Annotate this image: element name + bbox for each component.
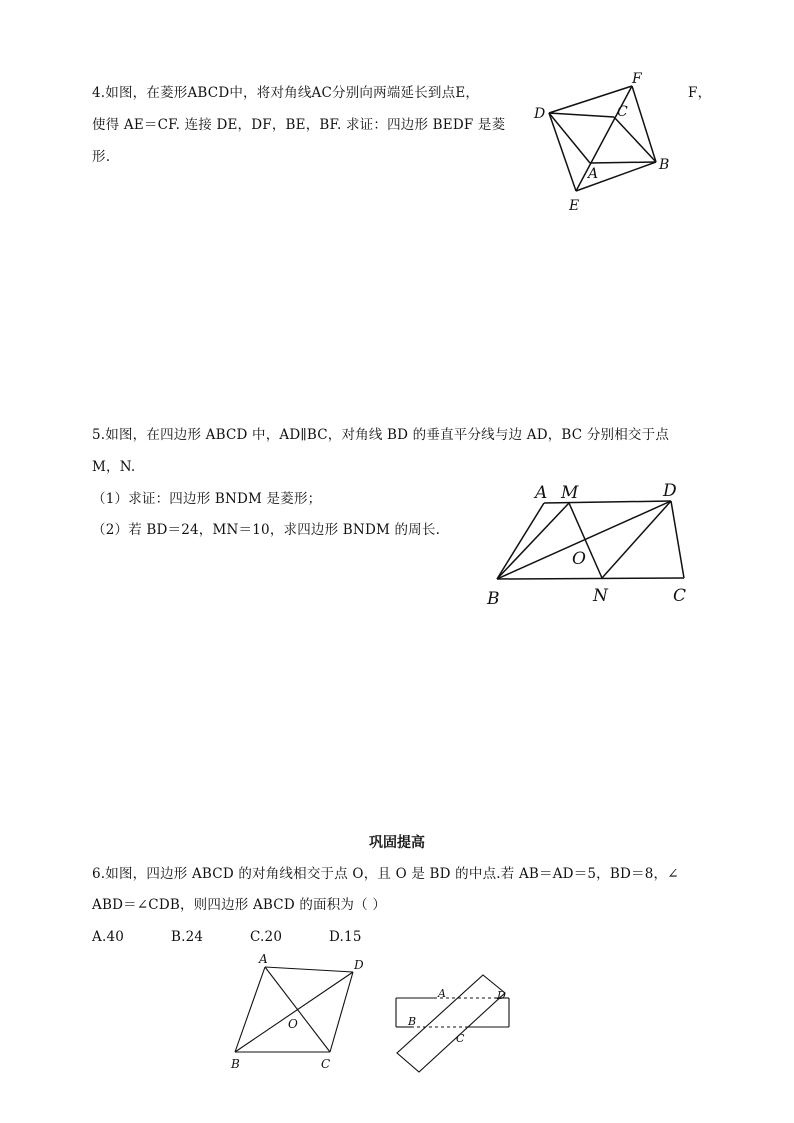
q6-label-C: C [321,1057,331,1071]
q4-label-F: F [632,71,642,87]
q5-label-D: D [663,481,677,501]
q4-line-2: 使得 AE＝CF. 连接 DE，DF，BE，BF. 求证：四边形 BEDF 是菱 [92,117,506,133]
q4-label-E: E [569,198,580,214]
q4-line-1: 4.如图，在菱形ABCD中，将对角线AC分别向两端延长到点E， [92,85,480,101]
q5-label-B: B [487,589,500,609]
q4-line-3: 形. [92,149,111,165]
q5-label-C: C [673,586,687,606]
q5-line-2: M，N. [92,459,136,475]
q6-label-A: A [259,952,268,966]
fig-right-label-D: D [497,989,506,1002]
q6-label-B: B [231,1057,240,1071]
q4-line-1-end: F， [688,85,712,101]
q5-label-M: M [561,483,579,503]
q4-label-C: C [617,104,628,120]
q6-option-c: C.20 [250,929,283,945]
section-title: 巩固提高 [369,835,425,851]
q4-label-D: D [534,106,546,122]
q6-line-2: ABD＝∠CDB，则四边形 ABCD 的面积为（ ） [92,897,387,913]
fig-right-label-A: A [438,987,446,1000]
q6-option-d: D.15 [329,929,362,945]
q5-label-N: N [593,586,608,606]
q4-label-B: B [659,157,670,173]
fig-right-label-C: C [456,1032,465,1045]
q5-part-2: （2）若 BD＝24，MN＝10，求四边形 BNDM 的周长. [92,522,441,538]
q5-label-O: O [572,549,586,569]
fig-right-label-B: B [408,1015,417,1028]
q6-option-b: B.24 [171,929,204,945]
q5-label-A: A [535,483,548,503]
q6-line-1: 6.如图，四边形 ABCD 的对角线相交于点 O，且 O 是 BD 的中点.若 AB＝AD＝5，BD＝8，∠ [92,866,679,882]
q4-label-A: A [588,166,599,182]
q6-label-O: O [288,1017,298,1031]
q5-line-1: 5.如图，在四边形 ABCD 中，AD∥BC，对角线 BD 的垂直平分线与边 AD，BC 分别相交于点 [92,427,670,443]
q6-label-D: D [354,958,364,972]
q6-option-a: A.40 [92,929,125,945]
q5-part-1: （1）求证：四边形 BNDM 是菱形； [92,491,322,507]
